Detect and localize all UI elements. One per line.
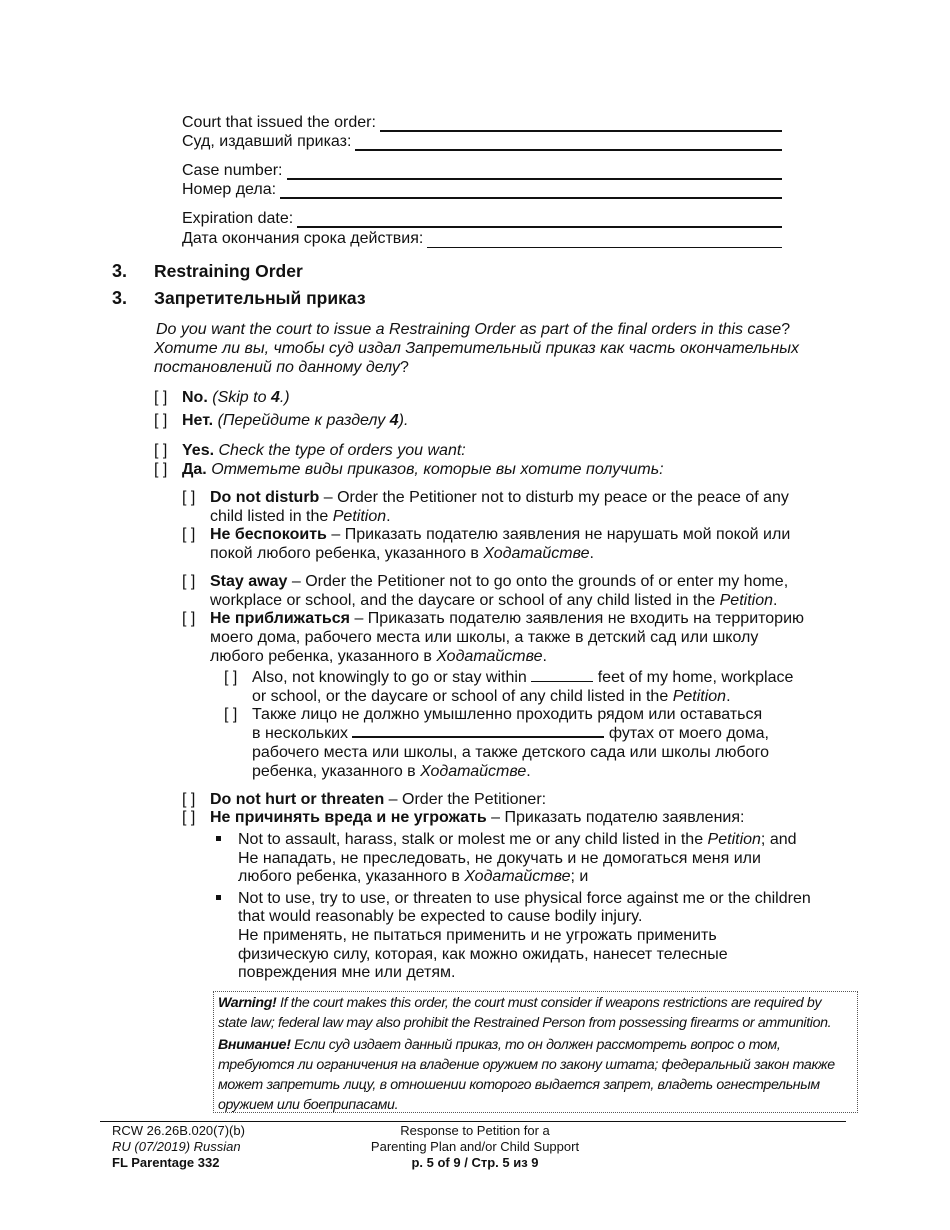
expiration-label-ru: Дата окончания срока действия: [182, 230, 424, 247]
court-line-ru[interactable] [355, 135, 782, 151]
court-field[interactable] [182, 112, 782, 132]
section-title-ru: Запретительный приказ [154, 288, 366, 308]
bullet1-ru-line2: любого ребенка, указанного в Ходатайстве; и [238, 868, 589, 885]
court-field-ru[interactable] [182, 131, 782, 151]
yes-option-ru: Да. Отметьте виды приказов, которые вы хотите получить: [182, 461, 664, 478]
bullet2-ru-line3: повреждения мне или детям. [238, 964, 456, 981]
footer-left [112, 1123, 245, 1171]
bullet-2 [216, 895, 221, 900]
stay-away-checkbox[interactable]: [ ] [182, 573, 196, 590]
court-label-ru: Суд, издавший приказ: [182, 133, 352, 150]
warning-ru-line4: оружием или боеприпасами. [218, 1097, 399, 1113]
also-distance-checkbox-ru[interactable]: [ ] [224, 706, 238, 723]
yes-checkbox-ru[interactable]: [ ] [154, 461, 168, 478]
section-number: 3. [112, 261, 128, 281]
section-number-ru: 3. [112, 288, 128, 308]
no-checkbox-ru[interactable]: [ ] [154, 412, 168, 429]
footer-rule [100, 1121, 846, 1122]
hurt-checkbox[interactable]: [ ] [182, 791, 196, 808]
question-ru-line1: Хотите ли вы, чтобы суд издал Запретительный приказ как часть окончательных [154, 340, 800, 357]
case-number-label: Case number: [182, 162, 283, 179]
hurt-en-line: Do not hurt or threaten – Order the Petitioner: [210, 791, 547, 808]
hurt-ru-line: Не причинять вреда и не угрожать – Приказать подателю заявления: [210, 809, 745, 826]
feet-blank[interactable] [531, 681, 593, 682]
no-checkbox[interactable]: [ ] [154, 389, 168, 406]
also-ru-line1: Также лицо не должно умышленно проходить рядом или оставаться [252, 706, 763, 723]
bullet2-en-line1: Not to use, try to use, or threaten to use physical force against me or the children [238, 890, 811, 907]
footer-title-line1: Response to Petition for a [400, 1123, 550, 1138]
bullet2-en-line2: that would reasonably be expected to cause bodily injury. [238, 908, 643, 925]
disturb-ru-line2: покой любого ребенка, указанного в Ходатайстве. [210, 545, 594, 562]
stay-en-line2: workplace or school, and the daycare or school of any child listed in the Petition. [210, 592, 778, 609]
warning-ru-line3: может запретить лицу, в отношении которого выдается запрет, владеть огнестрельным [218, 1077, 820, 1093]
case-number-field-ru[interactable] [182, 179, 782, 199]
disturb-checkbox-ru[interactable]: [ ] [182, 526, 196, 543]
question-en: Do you want the court to issue a Restraining Order as part of the final orders in this case? [156, 321, 791, 338]
hurt-checkbox-ru[interactable]: [ ] [182, 809, 196, 826]
bullet1-en: Not to assault, harass, stalk or molest me or any child listed in the Petition; and [238, 831, 797, 848]
no-option-ru: Нет. (Перейдите к разделу 4). [182, 412, 409, 429]
warning-en-line2: state law; federal law may also prohibit the Restrained Person from possessing firearms or ammunition. [218, 1015, 832, 1031]
yes-option-en: Yes. Check the type of orders you want: [182, 442, 466, 459]
yes-checkbox[interactable]: [ ] [154, 442, 168, 459]
stay-en-line1: Stay away – Order the Petitioner not to go onto the grounds of or enter my home, [210, 573, 789, 590]
warning-ru-line1: Внимание! Если суд издает данный приказ, то он должен рассмотреть вопрос о том, [218, 1037, 781, 1053]
bullet1-ru-line1: Не нападать, не преследовать, не докучать и не домогаться меня или [238, 850, 761, 867]
feet-blank-ru[interactable] [352, 736, 604, 738]
court-label: Court that issued the order: [182, 114, 376, 131]
warning-ru-line2: требуются ли ограничения на владение оружием по закону штата; федеральный закон также [218, 1057, 835, 1073]
bullet2-ru-line1: Не применять, не пытаться применить и не угрожать применить [238, 927, 717, 944]
footer-center [300, 1123, 650, 1171]
bullet-1 [216, 836, 221, 841]
stay-ru-line1: Не приближаться – Приказать подателю заявления не входить на территорию [210, 610, 805, 627]
warning-en-line1: Warning! If the court makes this order, the court must consider if weapons restrictions are required by [218, 995, 822, 1011]
also-en-line1: Also, not knowingly to go or stay within feet of my home, workplace [252, 669, 794, 686]
case-number-line-ru[interactable] [280, 183, 782, 199]
court-line[interactable] [380, 116, 782, 132]
question-ru-line2: постановлений по данному делу? [154, 359, 409, 376]
stay-away-checkbox-ru[interactable]: [ ] [182, 610, 196, 627]
disturb-en-line1: Do not disturb – Order the Petitioner not to disturb my peace or the peace of any [210, 489, 789, 506]
footer-form-id: FL Parentage 332 [112, 1155, 220, 1170]
disturb-checkbox[interactable]: [ ] [182, 489, 196, 506]
expiration-line-ru[interactable] [427, 233, 782, 248]
footer-ru-version: RU (07/2019) Russian [112, 1139, 241, 1154]
also-ru-line2: в нескольких футах от моего дома, [252, 725, 769, 742]
expiration-field-ru[interactable] [182, 228, 782, 248]
expiration-field[interactable] [182, 208, 782, 228]
case-number-line[interactable] [287, 164, 783, 180]
case-number-field[interactable] [182, 160, 782, 180]
warning-box [213, 991, 858, 1113]
bullet2-ru-line2: физическую силу, которая, как можно ожидать, нанесет телесные [238, 946, 728, 963]
also-ru-line4: ребенка, указанного в Ходатайстве. [252, 763, 531, 780]
no-option-en: No. (Skip to 4.) [182, 389, 290, 406]
footer-rcw: RCW 26.26B.020(7)(b) [112, 1123, 245, 1138]
expiration-label: Expiration date: [182, 210, 294, 227]
expiration-line[interactable] [297, 212, 782, 228]
disturb-en-line2: child listed in the Petition. [210, 508, 391, 525]
disturb-ru-line1: Не беспокоить – Приказать подателю заявления не нарушать мой покой или [210, 526, 791, 543]
section-title: Restraining Order [154, 261, 303, 281]
also-distance-checkbox[interactable]: [ ] [224, 669, 238, 686]
footer-title-line2: Parenting Plan and/or Child Support [370, 1139, 580, 1154]
stay-ru-line2: моего дома, рабочего места или школы, а также в детский сад или школу [210, 629, 759, 646]
footer-page-number: p. 5 of 9 / Стр. 5 из 9 [411, 1155, 539, 1170]
stay-ru-line3: любого ребенка, указанного в Ходатайстве. [210, 648, 547, 665]
also-en-line2: or school, or the daycare or school of any child listed in the Petition. [252, 688, 731, 705]
also-ru-line3: рабочего места или школы, а также детского сада или школы любого [252, 744, 769, 761]
case-number-label-ru: Номер дела: [182, 181, 277, 198]
